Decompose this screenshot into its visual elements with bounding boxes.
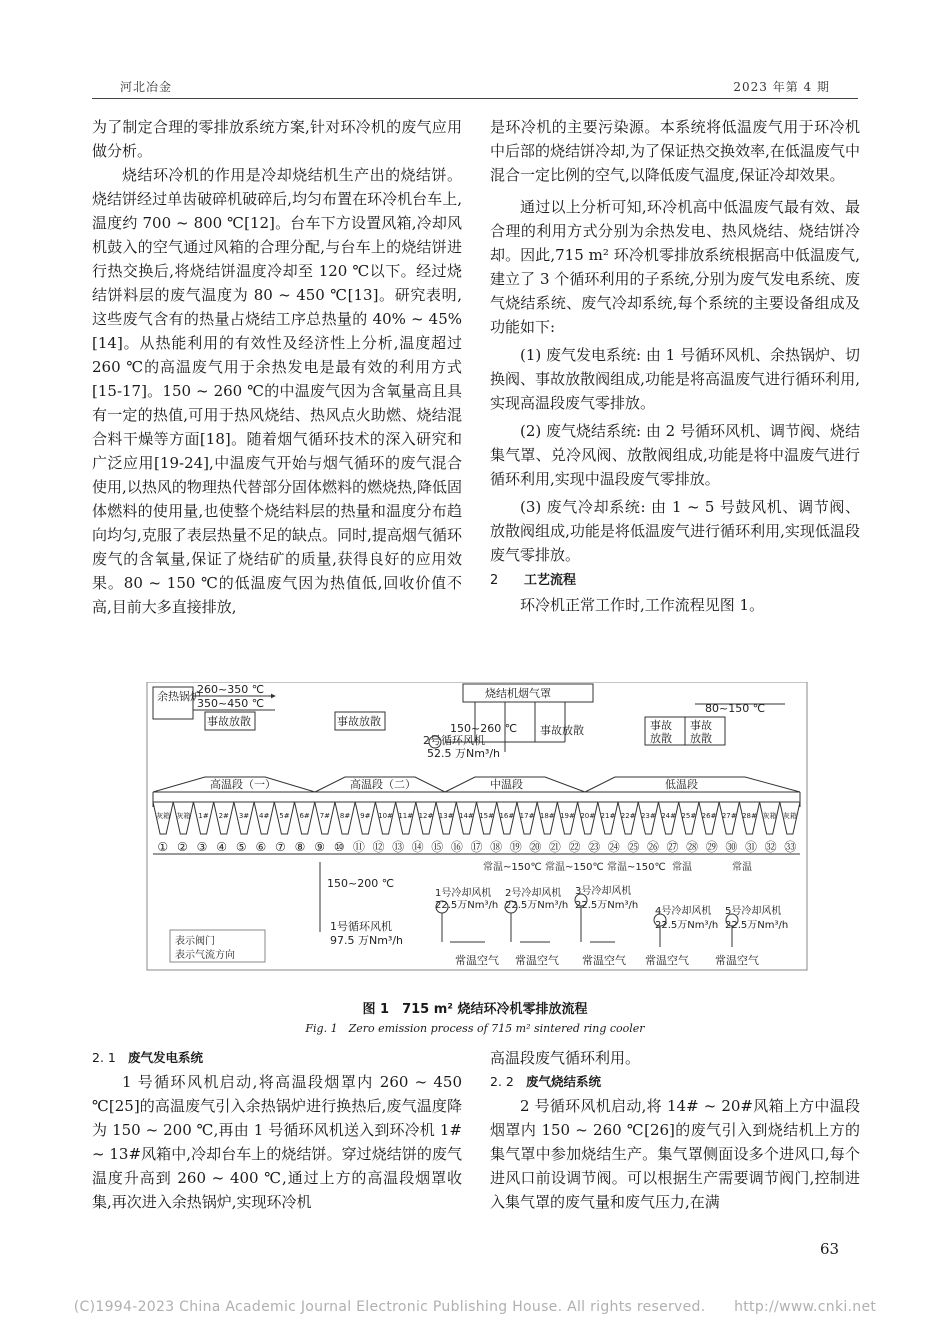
wind-box-label: 7#	[319, 812, 331, 820]
legend-valve: 表示阀门	[175, 936, 215, 947]
section-title: 工艺流程	[524, 573, 577, 588]
emergency-label: 放散	[690, 732, 712, 745]
fan1-flow: 97.5 万Nm³/h	[330, 934, 404, 947]
temp-label: 260~350 ℃	[197, 683, 265, 696]
fan-number: ㉘	[686, 840, 699, 854]
fan-number: ⑳	[529, 840, 542, 854]
left-column	[92, 115, 462, 619]
subsection-title: 废气发电系统	[128, 1050, 204, 1065]
temp-label: 常温~150℃	[545, 862, 604, 873]
subsection-heading	[92, 1046, 462, 1070]
fan-number: ④	[216, 840, 228, 854]
temp-label: 150~200 ℃	[327, 877, 395, 890]
fan-number: ㉓	[588, 840, 601, 854]
page-number: 63	[820, 1240, 840, 1258]
emergency-label: 事故	[650, 719, 672, 732]
wind-box-label: 28#	[742, 812, 757, 820]
right-column	[490, 115, 860, 617]
cooling-fan-flow: 22.5万Nm³/h	[655, 920, 719, 931]
segment-label: 中温段	[490, 778, 523, 791]
wind-box-label: 6#	[299, 812, 310, 820]
paragraph: 高温段废气循环利用。	[490, 1049, 641, 1067]
fan-number: ⑮	[431, 840, 444, 854]
wind-box-label: 3#	[238, 812, 250, 820]
wind-box-label: 2#	[218, 812, 229, 820]
subsection-heading	[490, 1070, 860, 1094]
fan-number: ⑱	[490, 840, 503, 854]
fan-number: ㉛	[744, 840, 757, 854]
paragraph: (1) 废气发电系统: 由 1 号循环风机、余热锅炉、切换阀、事故放散阀组成,功能是将高温废气进行循环利用,实现高温段废气零排放。	[490, 346, 860, 412]
section-heading	[490, 569, 860, 593]
wind-box-label: 21#	[600, 812, 616, 820]
subsection-title: 废气烧结系统	[526, 1074, 602, 1089]
paragraph: 环冷机正常工作时,工作流程见图 1。	[520, 596, 765, 614]
left-column-bottom	[92, 1046, 462, 1214]
fan-number: ⑩	[333, 840, 345, 854]
wind-box-label: 灰箱	[782, 812, 797, 820]
wind-box-label: 9#	[360, 812, 371, 820]
figure-caption-cn: 图 1 715 m² 烧结环冷机零排放流程	[362, 1002, 588, 1017]
temp-label: 80~150 ℃	[705, 702, 766, 715]
paragraph: 2 号循环风机启动,将 14# ~ 20#风箱上方中温段烟罩内 150 ~ 260 ℃[26]的废气引入到烧结机上方的集气罩中参加烧结生产。集气罩侧面设多个进风口,每个进风口前设调节阀。可以根据生产需要调节阀门,控制进入集气罩的废气量和废气压力,在满	[490, 1097, 860, 1211]
subsection-number: 2. 1	[92, 1050, 116, 1065]
air-label: 常温空气	[515, 954, 559, 967]
emergency-label: 事故放散	[540, 724, 584, 737]
cooling-fan-label: 3号冷却风机	[575, 886, 632, 897]
paragraph: 为了制定合理的零排放系统方案,针对环冷机的废气应用做分析。	[92, 118, 462, 160]
fan-number: ㉝	[784, 840, 797, 854]
fan-number: ⑤	[235, 840, 247, 854]
fan-number: ㉒	[568, 840, 581, 854]
wind-box-label: 12#	[418, 812, 434, 820]
temp-label: 常温	[732, 862, 752, 873]
fan1-label: 1号循环风机	[330, 920, 392, 933]
temp-label: 350~450 ℃	[197, 697, 265, 710]
fan-number: ⑨	[314, 840, 326, 854]
fan2-label: 2号循环风机	[423, 734, 485, 747]
fan-number: ⑭	[411, 840, 424, 854]
wind-box-label: 14#	[459, 812, 474, 820]
fan-number: ⑯	[450, 840, 463, 854]
flow-diagram	[145, 682, 810, 972]
air-label: 常温空气	[582, 954, 626, 967]
cooling-fan-label: 4号冷却风机	[655, 906, 712, 917]
emergency-label: 事故放散	[337, 715, 381, 728]
wind-box-label: 灰箱	[156, 812, 171, 820]
paragraph: (3) 废气冷却系统: 由 1 ~ 5 号鼓风机、调节阀、放散阀组成,功能是将低温废气进行循环利用,实现低温段废气零排放。	[490, 498, 860, 564]
fan-number: ㉚	[725, 840, 738, 854]
wind-box-label: 灰箱	[762, 812, 777, 820]
wind-box-label: 27#	[721, 812, 737, 820]
wind-box-label: 13#	[438, 812, 454, 820]
segment-label: 高温段（一）	[210, 778, 276, 791]
temp-label: 常温	[672, 862, 692, 873]
fan-number: ㉜	[764, 840, 777, 854]
hood-label: 烧结机烟气罩	[485, 687, 551, 700]
fan-number: ⑪	[352, 840, 365, 854]
fan-number: ⑦	[275, 840, 286, 854]
temp-label: 150~260 ℃	[450, 722, 518, 735]
wind-box-label: 22#	[620, 812, 636, 820]
wind-box-label: 5#	[279, 812, 290, 820]
air-label: 常温空气	[715, 954, 759, 967]
copyright-footer: (C)1994-2023 China Academic Journal Electronic Publishing House. All rights reserved. http://www.cnki.net	[73, 1299, 877, 1315]
cooling-fan-label: 1号冷却风机	[435, 888, 492, 899]
right-column-bottom	[490, 1046, 860, 1214]
wind-box-label: 4#	[259, 812, 270, 820]
wind-box-label: 24#	[661, 812, 676, 820]
wind-box-label: 15#	[479, 812, 494, 820]
header-rule	[92, 98, 858, 99]
emergency-label: 事故	[690, 719, 712, 732]
journal-name: 河北冶金	[120, 80, 173, 94]
paragraph: (2) 废气烧结系统: 由 2 号循环风机、调节阀、烧结集气罩、兑冷风阀、放散阀组成,功能是将中温废气进行循环利用,实现中温段废气零排放。	[490, 422, 860, 488]
figure-1	[145, 682, 810, 972]
temp-label: 常温~150℃	[607, 862, 666, 873]
emergency-label: 放散	[650, 732, 672, 745]
legend-flow: 表示气流方向	[175, 950, 235, 961]
section-number: 2	[490, 573, 499, 588]
cooling-fan-label: 5号冷却风机	[725, 906, 782, 917]
fan-number: ⑬	[392, 840, 405, 854]
fan-number: ㉙	[705, 840, 718, 854]
fan-number: ㉗	[666, 840, 679, 854]
fan-number: ㉑	[548, 840, 561, 854]
wind-box-label: 26#	[701, 812, 717, 820]
temp-label: 常温~150℃	[483, 862, 542, 873]
wind-box-label: 17#	[519, 812, 535, 820]
wind-box-label: 23#	[640, 812, 656, 820]
cooling-fan-flow: 22.5万Nm³/h	[575, 900, 639, 911]
fan2-flow: 52.5 万Nm³/h	[427, 747, 501, 760]
wind-box-label: 19#	[560, 812, 575, 820]
segment-label: 低温段	[665, 778, 698, 791]
paragraph: 是环冷机的主要污染源。本系统将低温废气用于环冷机中后部的烧结饼冷却,为了保证热交换效率,在低温废气中混合一定比例的空气,以降低废气温度,保证冷却效果。	[490, 118, 860, 184]
cooling-fan-flow: 22.5万Nm³/h	[505, 900, 569, 911]
fan-number: ③	[196, 840, 208, 854]
wind-box-label: 16#	[499, 812, 515, 820]
fan-number: ⑫	[372, 840, 385, 854]
cooling-fan-flow: 22.5万Nm³/h	[435, 900, 499, 911]
fan-number: ①	[157, 840, 169, 854]
emergency-label: 事故放散	[207, 715, 251, 728]
fan-number: ②	[177, 840, 188, 854]
wind-box-label: 1#	[198, 812, 209, 820]
fan-number: ⑲	[509, 840, 522, 854]
paragraph: 烧结环冷机的作用是冷却烧结机生产出的烧结饼。烧结饼经过单齿破碎机破碎后,均匀布置在环冷机台车上,温度约 700 ~ 800 ℃[12]。台车下方设置风箱,冷却风机鼓入的空气通过风箱的合理分配,与台车上的烧结饼进行热交换后,将烧结饼温度冷却至 120 ℃以下。经过烧结饼料层的废气温度为 80 ~ 450 ℃[13]。研究表明,这些废气含有的热量占烧结工序总热量的 40% ~ 45%[14]。从热能利用的有效性及经济性上分析,温度超过 260 ℃的高温废气用于余热发电是最有效的利用方式[15-17]。150 ~ 260 ℃的中温废气因为含氧量高且具有一定的热值,可用于热风烧结、热风点火助燃、烧结混合料干燥等方面[18]。随着烟气循环技术的深入研究和广泛应用[19-24],中温废气开始与烟气循环的废气混合使用,以热风的物理热代替部分固体燃料的燃烧热,降低固体燃料的使用量,也使整个烧结料层的热量和温度分布趋向均匀,克服了表层热量不足的缺点。同时,提高烟气循环废气的含氧量,保证了烧结矿的质量,获得良好的应用效果。80 ~ 150 ℃的低温废气因为热值低,回收价值不高,目前大多直接排放,	[92, 166, 462, 616]
wind-box-label: 18#	[539, 812, 555, 820]
wind-box-label: 灰箱	[176, 812, 191, 820]
fan-number: ⑧	[294, 840, 306, 854]
wind-box-label: 11#	[398, 812, 414, 820]
fan-number: ㉕	[627, 840, 640, 854]
cooling-fan-label: 2号冷却风机	[505, 888, 562, 899]
subsection-number: 2. 2	[490, 1074, 514, 1089]
cooling-fan-flow: 22.5万Nm³/h	[725, 920, 789, 931]
air-label: 常温空气	[645, 954, 689, 967]
paragraph: 通过以上分析可知,环冷机高中低温废气最有效、最合理的利用方式分别为余热发电、热风烧结、烧结饼冷却。因此,715 m² 环冷机零排放系统根据高中低温废气,建立了 3 个循环利用的子系统,分别为废气发电系统、废气烧结系统、废气冷却系统,每个系统的主要设备组成及功能如下:	[490, 198, 860, 336]
paragraph: 1 号循环风机启动,将高温段烟罩内 260 ~ 450 ℃[25]的高温废气引入余热锅炉进行换热后,废气温度降为 150 ~ 200 ℃,再由 1 号循环风机送入到环冷机 1# ~ 13#风箱中,冷却台车上的烧结饼。穿过烧结饼的废气温度升高到 260 ~ 400 ℃,通过上方的高温段烟罩收集,再次进入余热锅炉,实现环冷机	[92, 1073, 462, 1211]
fan-number: ㉖	[646, 840, 659, 854]
fan-number: ⑥	[255, 840, 267, 854]
wind-box-label: 10#	[378, 812, 393, 820]
issue-label: 2023 年第 4 期	[733, 80, 830, 94]
boiler-label: 余热锅炉	[157, 690, 201, 703]
fan-number: ⑰	[470, 840, 483, 854]
fan-numbers	[157, 840, 796, 854]
wind-box-label: 25#	[681, 812, 697, 820]
wind-box-label: 20#	[580, 812, 596, 820]
wind-box-label: 8#	[339, 812, 351, 820]
segment-label: 高温段（二）	[350, 778, 416, 791]
figure-caption-en: Fig. 1 Zero emission process of 715 m² sintered ring cooler	[305, 1022, 645, 1035]
air-label: 常温空气	[455, 954, 499, 967]
fan-number: ㉔	[607, 840, 620, 854]
